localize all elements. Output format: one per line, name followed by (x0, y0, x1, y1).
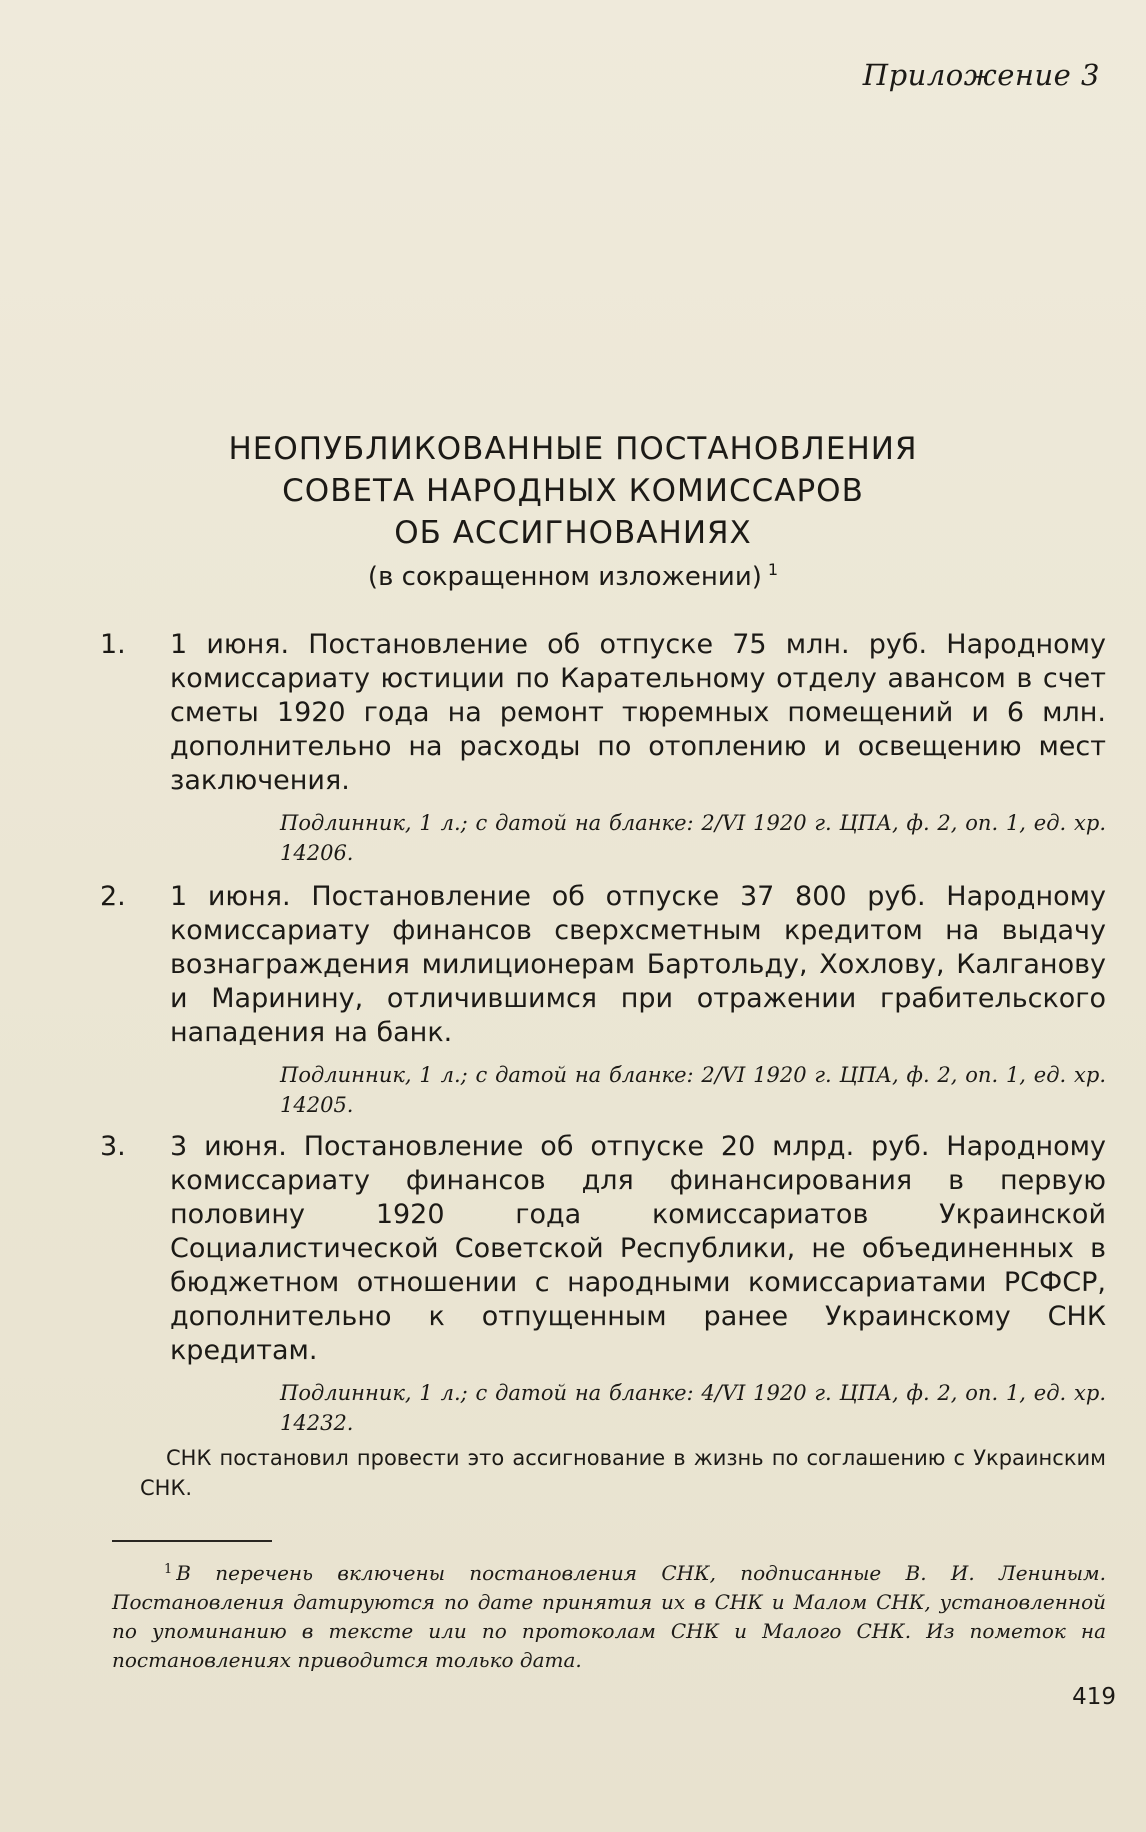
annex-label: Приложение 3 (862, 58, 1100, 92)
footnote (112, 1555, 1106, 1675)
title-line-2: СОВЕТА НАРОДНЫХ КОМИССАРОВ (282, 473, 864, 509)
entry-source: Подлинник, 1 л.; с датой на бланке: 4/VI 1920 г. ЦПА, ф. 2, оп. 1, ед. хр. 14232. (280, 1381, 1106, 1435)
entry-text: 1 июня. Постановление об отпуске 37 800 руб. Народному комиссариату финансов сверхсметным кредитом на выдачу вознаграждения милиционерам Бартольду, Хохлову, Калганову и Маринину, отличившимся при отражении грабительского нападения на банк. (170, 881, 1106, 1048)
footnote-text: В перечень включены постановления СНК, подписанные В. И. Лениным. Постановления датируются по дате принятия их в СНК и Малом СНК, установленной по упоминанию в тексте или по протоколам СНК и Малого СНК. Из пометок на постановлениях приводится только дата. (112, 1561, 1106, 1672)
entry-text: 1 июня. Постановление об отпуске 75 млн. руб. Народному комиссариату юстиции по Карательному отделу авансом в счет сметы 1920 года на ремонт тюремных помещений и 6 млн. дополнительно на расходы по отоплению и освещению мест заключения. (170, 629, 1106, 796)
entry-number: 1. (100, 629, 126, 660)
footnote-divider (112, 1540, 272, 1542)
entry-source: Подлинник, 1 л.; с датой на бланке: 2/VI 1920 г. ЦПА, ф. 2, оп. 1, ед. хр. 14205. (280, 1063, 1106, 1117)
entry-2 (100, 880, 1106, 1120)
entry-3-note: СНК постановил провести это ассигнование в жизнь по соглашению с Украинским СНК. (140, 1446, 1106, 1500)
entry-3 (100, 1130, 1106, 1438)
title-line-3: ОБ АССИГНОВАНИЯХ (394, 515, 752, 551)
footnote-marker: 1 (164, 1562, 173, 1577)
subtitle-text: (в сокращенном изложении) (367, 562, 762, 592)
document-subtitle (0, 560, 1146, 592)
document-title (0, 428, 1146, 554)
entry-1 (100, 628, 1106, 868)
title-line-1: НЕОПУБЛИКОВАННЫЕ ПОСТАНОВЛЕНИЯ (228, 431, 918, 467)
entry-number: 2. (100, 881, 126, 912)
page-number: 419 (1072, 1684, 1116, 1710)
entry-number: 3. (100, 1131, 126, 1162)
entry-source: Подлинник, 1 л.; с датой на бланке: 2/VI 1920 г. ЦПА, ф. 2, оп. 1, ед. хр. 14206. (280, 811, 1106, 865)
footnote-ref: 1 (767, 560, 779, 579)
entry-text: 3 июня. Постановление об отпуске 20 млрд. руб. Народному комиссариату финансов для финансирования в первую половину 1920 года комиссариатов Украинской Социалистической Советской Республики, не объединенных в бюджетном отношении с народными комиссариатами РСФСР, дополнительно к отпущенным ранее Украинскому СНК кредитам. (170, 1131, 1106, 1366)
